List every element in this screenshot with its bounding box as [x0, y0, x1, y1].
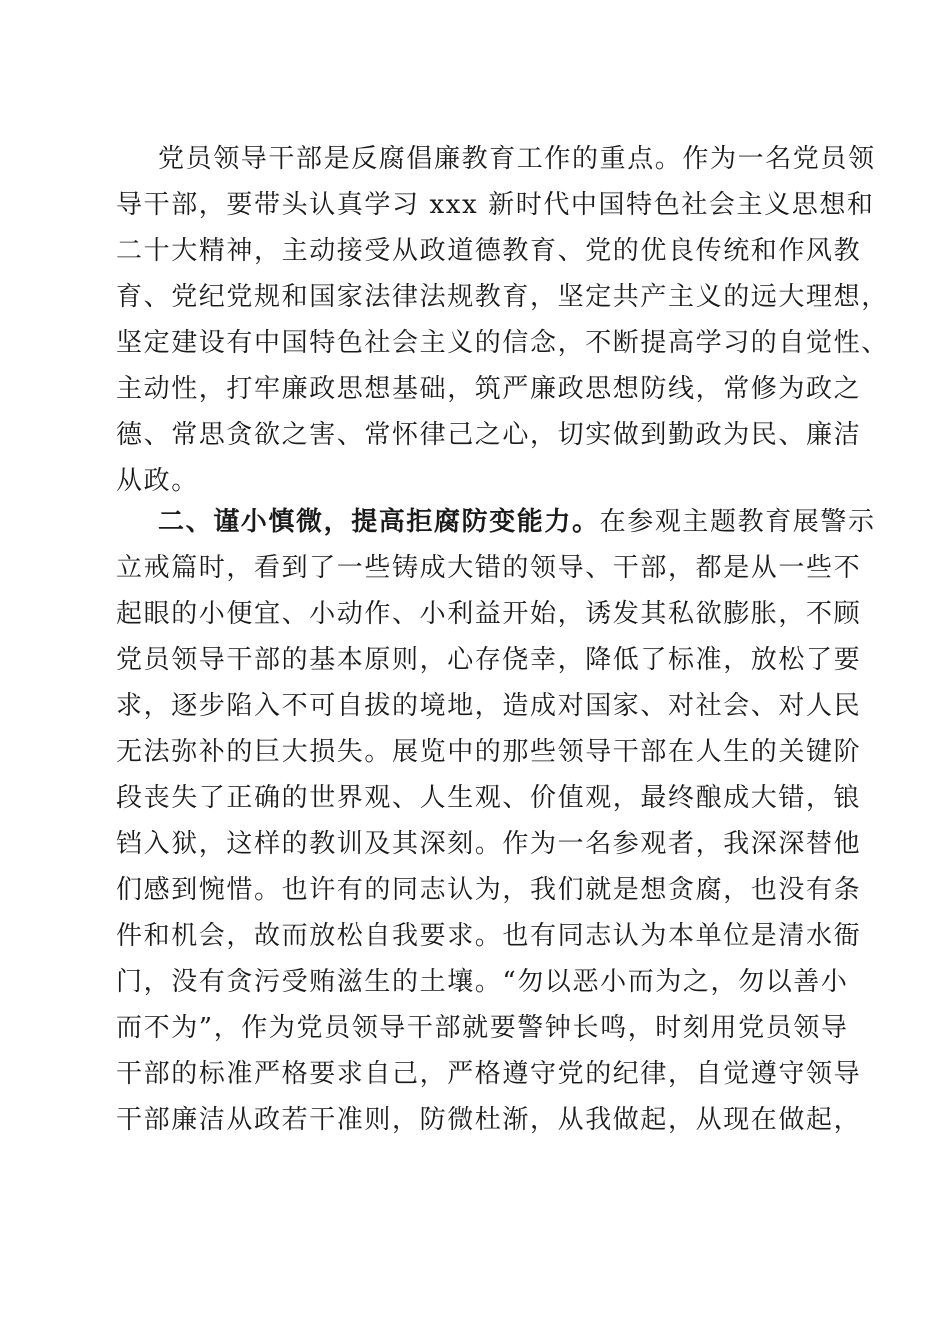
section-heading: 二、谨小慎微，提高拒腐防变能力。: [158, 507, 600, 537]
text-line: 无法弥补的巨大损失。展览中的那些领导干部在人生的关键阶: [116, 737, 862, 767]
text-line: 求，逐步陷入不可自拔的境地，造成对国家、对社会、对人民: [116, 691, 862, 721]
paragraph-section-two: [116, 499, 876, 1143]
text-line: 段丧失了正确的世界观、人生观、价值观，最终酿成大错，锒: [116, 783, 862, 813]
text-line: 德、常思贪欲之害、常怀律己之心，切实做到勤政为民、廉洁: [116, 420, 862, 450]
text-line: 导干部，要带头认真学习 xxx 新时代中国特色社会主义思想和: [116, 190, 875, 220]
text-line: 立戒篇时，看到了一些铸成大错的领导、干部，都是从一些不: [116, 553, 862, 583]
text-line: 党员领导干部的基本原则，心存侥幸，降低了标准，放松了要: [116, 645, 862, 675]
section-heading-line: [116, 499, 876, 545]
text-line: 件和机会，故而放松自我要求。也有同志认为本单位是清水衙: [116, 921, 862, 951]
text-line: 而不为”，作为党员领导干部就要警钟长鸣，时刻用党员领导: [116, 1013, 849, 1043]
text-line: 坚定建设有中国特色社会主义的信念，不断提高学习的自觉性、: [116, 328, 889, 358]
text-line: 从政。: [116, 466, 199, 496]
text-line: 主动性，打牢廉政思想基础，筑严廉政思想防线，常修为政之: [116, 374, 862, 404]
text-line: 干部廉洁从政若干准则，防微杜渐，从我做起，从现在做起，: [116, 1105, 862, 1135]
text-line: 们感到惋惜。也许有的同志认为，我们就是想贪腐，也没有条: [116, 875, 862, 905]
text-line-rest: 在参观主题教育展警示: [599, 507, 876, 537]
text-line: 铛入狱，这样的教训及其深刻。作为一名参观者，我深深替他: [116, 829, 862, 859]
text-line: 党员领导干部是反腐倡廉教育工作的重点。作为一名党员领: [158, 144, 876, 174]
text-line: 门，没有贪污受贿滋生的土壤。“勿以恶小而为之，勿以善小: [116, 967, 849, 997]
text-line: 干部的标准严格要求自己，严格遵守党的纪律，自觉遵守领导: [116, 1059, 862, 1089]
text-line: 起眼的小便宜、小动作、小利益开始，诱发其私欲膨胀，不顾: [116, 599, 862, 629]
paragraph-leaders-education: [116, 136, 889, 504]
text-line: 育、党纪党规和国家法律法规教育，坚定共产主义的远大理想，: [116, 282, 889, 312]
text-line: 二十大精神，主动接受从政道德教育、党的优良传统和作风教: [116, 236, 862, 266]
